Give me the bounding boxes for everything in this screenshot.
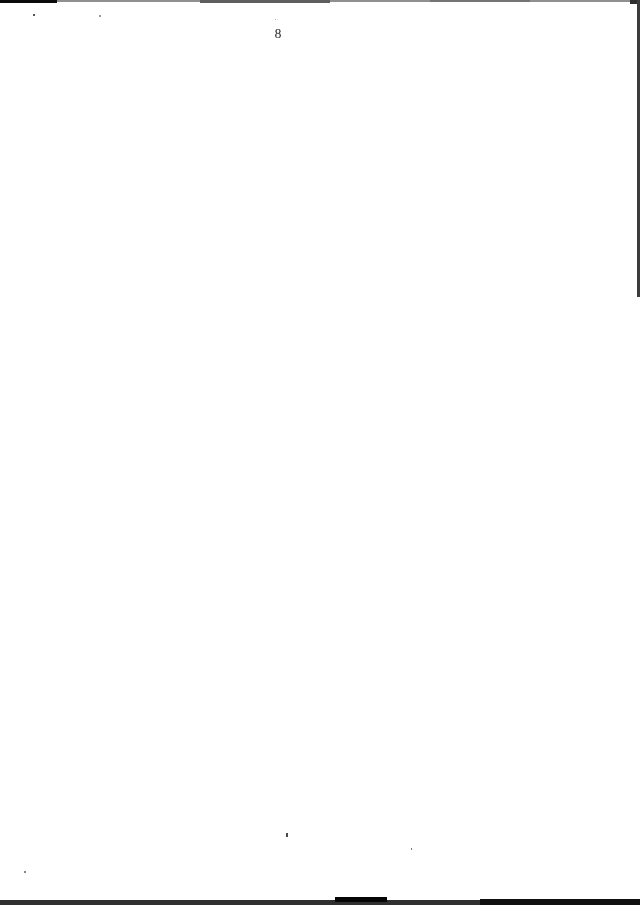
- scan-artifact-top-bar: [57, 0, 638, 2]
- scan-speckle: [24, 871, 26, 873]
- scan-artifact-top-bar: [0, 0, 57, 3]
- scan-speckle: [286, 833, 288, 837]
- scan-artifact-top-bar: [430, 0, 530, 2]
- scan-artifact-top-bar: [200, 0, 330, 3]
- scan-speckle: [411, 848, 412, 850]
- scan-speckle: [33, 14, 35, 16]
- scan-speckle: [99, 15, 101, 17]
- scan-speckle: [275, 19, 276, 20]
- scan-artifact-bottom-bar: [0, 900, 640, 905]
- scan-artifact-top-bar: [630, 0, 640, 4]
- scan-artifact-bottom-bar: [335, 897, 387, 902]
- page-number: 8: [274, 26, 282, 41]
- scan-artifact-bottom-bar: [480, 899, 640, 905]
